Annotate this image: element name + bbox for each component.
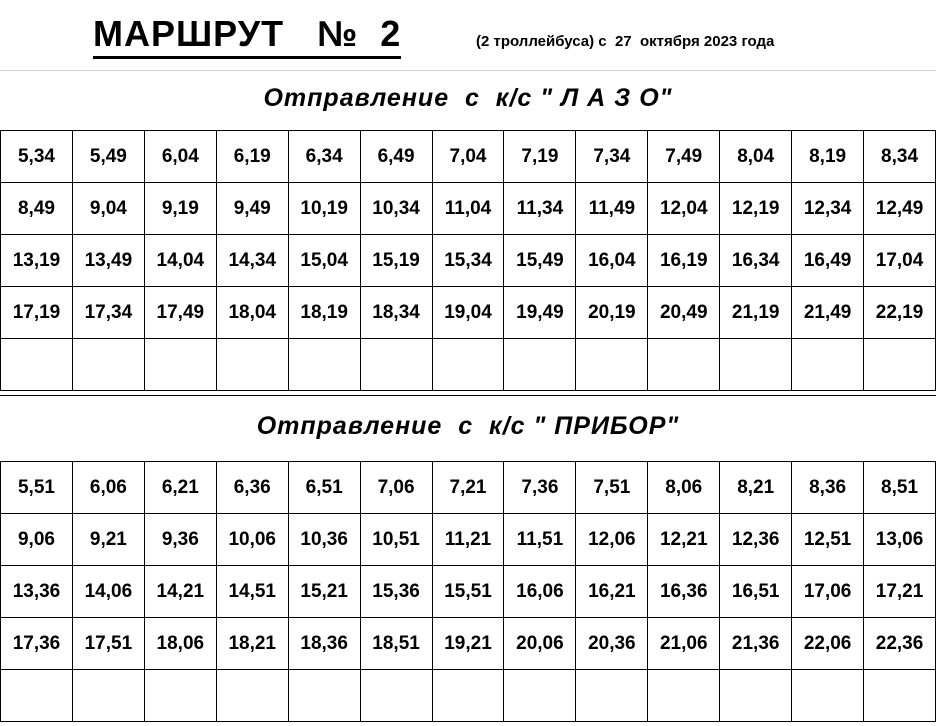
departure-time-cell bbox=[288, 670, 360, 722]
departure-time-cell: 17,06 bbox=[792, 566, 864, 618]
departure-time-cell: 14,06 bbox=[72, 566, 144, 618]
departure-time-cell: 16,36 bbox=[648, 566, 720, 618]
departure-time-cell: 16,06 bbox=[504, 566, 576, 618]
departure-time-cell bbox=[1, 339, 73, 391]
departure-time-cell: 7,34 bbox=[576, 131, 648, 183]
departure-time-cell: 6,06 bbox=[72, 462, 144, 514]
departure-time-cell: 14,51 bbox=[216, 566, 288, 618]
departure-time-cell: 11,21 bbox=[432, 514, 504, 566]
departure-time-cell: 8,04 bbox=[720, 131, 792, 183]
departure-time-cell: 11,49 bbox=[576, 183, 648, 235]
departure-time-cell: 6,34 bbox=[288, 131, 360, 183]
departure-time-cell: 13,49 bbox=[72, 235, 144, 287]
departure-time-cell: 20,49 bbox=[648, 287, 720, 339]
departure-time-cell: 7,49 bbox=[648, 131, 720, 183]
departure-time-cell: 21,06 bbox=[648, 618, 720, 670]
section-divider bbox=[0, 395, 936, 396]
departure-time-cell: 17,51 bbox=[72, 618, 144, 670]
table-row bbox=[1, 235, 936, 287]
departure-time-cell: 5,34 bbox=[1, 131, 73, 183]
departure-time-cell: 17,04 bbox=[864, 235, 936, 287]
timetable-pribor bbox=[0, 461, 936, 722]
table-row bbox=[1, 183, 936, 235]
departure-time-cell: 8,06 bbox=[648, 462, 720, 514]
table-row bbox=[1, 514, 936, 566]
timetable-lazo bbox=[0, 130, 936, 391]
departure-time-cell bbox=[360, 339, 432, 391]
departure-time-cell: 22,06 bbox=[792, 618, 864, 670]
departure-time-cell: 12,36 bbox=[720, 514, 792, 566]
departure-time-cell: 15,51 bbox=[432, 566, 504, 618]
departure-time-cell bbox=[432, 670, 504, 722]
departure-time-cell: 17,21 bbox=[864, 566, 936, 618]
departure-time-cell: 16,49 bbox=[792, 235, 864, 287]
section-title-lazo: Отправление с к/с " Л А З О" bbox=[263, 84, 673, 112]
departure-time-cell: 17,36 bbox=[1, 618, 73, 670]
departure-time-cell: 16,21 bbox=[576, 566, 648, 618]
departure-time-cell bbox=[864, 339, 936, 391]
departure-time-cell: 9,06 bbox=[1, 514, 73, 566]
departure-time-cell bbox=[864, 670, 936, 722]
section-title-pribor: Отправление с к/с " ПРИБОР" bbox=[256, 412, 680, 440]
departure-time-cell: 11,34 bbox=[504, 183, 576, 235]
departure-time-cell: 16,51 bbox=[720, 566, 792, 618]
departure-time-cell: 8,36 bbox=[792, 462, 864, 514]
table-row bbox=[1, 618, 936, 670]
departure-time-cell: 6,51 bbox=[288, 462, 360, 514]
departure-time-cell: 18,19 bbox=[288, 287, 360, 339]
departure-time-cell: 15,34 bbox=[432, 235, 504, 287]
departure-time-cell: 7,51 bbox=[576, 462, 648, 514]
departure-time-cell: 18,04 bbox=[216, 287, 288, 339]
departure-time-cell bbox=[144, 339, 216, 391]
departure-time-cell: 16,04 bbox=[576, 235, 648, 287]
departure-time-cell: 9,19 bbox=[144, 183, 216, 235]
departure-time-cell: 10,51 bbox=[360, 514, 432, 566]
departure-time-cell: 17,34 bbox=[72, 287, 144, 339]
departure-time-cell: 9,49 bbox=[216, 183, 288, 235]
departure-time-cell: 9,36 bbox=[144, 514, 216, 566]
departure-time-cell bbox=[216, 670, 288, 722]
departure-time-cell bbox=[288, 339, 360, 391]
timetable-lazo-body bbox=[1, 131, 936, 391]
departure-time-cell: 8,51 bbox=[864, 462, 936, 514]
departure-time-cell bbox=[504, 670, 576, 722]
departure-time-cell: 6,21 bbox=[144, 462, 216, 514]
departure-time-cell: 7,19 bbox=[504, 131, 576, 183]
timetable-pribor-body bbox=[1, 462, 936, 722]
departure-time-cell: 13,19 bbox=[1, 235, 73, 287]
departure-time-cell bbox=[576, 670, 648, 722]
departure-time-cell: 12,34 bbox=[792, 183, 864, 235]
departure-time-cell: 5,49 bbox=[72, 131, 144, 183]
departure-time-cell bbox=[648, 339, 720, 391]
departure-time-cell: 21,19 bbox=[720, 287, 792, 339]
departure-time-cell: 19,49 bbox=[504, 287, 576, 339]
departure-time-cell: 19,21 bbox=[432, 618, 504, 670]
table-row bbox=[1, 339, 936, 391]
departure-time-cell: 12,21 bbox=[648, 514, 720, 566]
departure-time-cell: 15,04 bbox=[288, 235, 360, 287]
departure-time-cell bbox=[72, 670, 144, 722]
departure-time-cell: 6,04 bbox=[144, 131, 216, 183]
departure-time-cell: 17,49 bbox=[144, 287, 216, 339]
departure-time-cell: 6,19 bbox=[216, 131, 288, 183]
departure-time-cell: 18,34 bbox=[360, 287, 432, 339]
departure-time-cell: 18,06 bbox=[144, 618, 216, 670]
departure-time-cell: 10,36 bbox=[288, 514, 360, 566]
departure-time-cell bbox=[648, 670, 720, 722]
departure-time-cell bbox=[1, 670, 73, 722]
departure-time-cell: 6,36 bbox=[216, 462, 288, 514]
departure-time-cell: 16,34 bbox=[720, 235, 792, 287]
departure-time-cell: 12,19 bbox=[720, 183, 792, 235]
departure-time-cell: 19,04 bbox=[432, 287, 504, 339]
departure-time-cell: 21,49 bbox=[792, 287, 864, 339]
table-row bbox=[1, 462, 936, 514]
departure-time-cell: 6,49 bbox=[360, 131, 432, 183]
route-subtitle: (2 троллейбуса) с 27 октября 2023 года bbox=[476, 33, 775, 50]
departure-time-cell: 14,34 bbox=[216, 235, 288, 287]
departure-time-cell: 8,49 bbox=[1, 183, 73, 235]
departure-time-cell: 10,34 bbox=[360, 183, 432, 235]
departure-time-cell: 14,21 bbox=[144, 566, 216, 618]
departure-time-cell: 12,49 bbox=[864, 183, 936, 235]
departure-time-cell: 8,21 bbox=[720, 462, 792, 514]
departure-time-cell: 7,06 bbox=[360, 462, 432, 514]
departure-time-cell: 5,51 bbox=[1, 462, 73, 514]
departure-time-cell: 21,36 bbox=[720, 618, 792, 670]
departure-time-cell: 18,21 bbox=[216, 618, 288, 670]
departure-time-cell: 15,19 bbox=[360, 235, 432, 287]
departure-time-cell: 15,21 bbox=[288, 566, 360, 618]
schedule-header bbox=[0, 0, 936, 70]
departure-time-cell: 9,04 bbox=[72, 183, 144, 235]
departure-time-cell bbox=[504, 339, 576, 391]
departure-time-cell bbox=[720, 339, 792, 391]
departure-time-cell: 8,19 bbox=[792, 131, 864, 183]
departure-time-cell: 16,19 bbox=[648, 235, 720, 287]
departure-time-cell: 12,04 bbox=[648, 183, 720, 235]
departure-time-cell: 10,06 bbox=[216, 514, 288, 566]
departure-time-cell bbox=[72, 339, 144, 391]
departure-time-cell bbox=[792, 339, 864, 391]
departure-time-cell: 7,21 bbox=[432, 462, 504, 514]
departure-time-cell: 12,51 bbox=[792, 514, 864, 566]
departure-time-cell: 12,06 bbox=[576, 514, 648, 566]
departure-time-cell bbox=[144, 670, 216, 722]
table-row bbox=[1, 566, 936, 618]
departure-time-cell bbox=[576, 339, 648, 391]
departure-time-cell: 13,06 bbox=[864, 514, 936, 566]
departure-time-cell bbox=[720, 670, 792, 722]
departure-time-cell: 15,36 bbox=[360, 566, 432, 618]
table-row bbox=[1, 131, 936, 183]
departure-time-cell: 17,19 bbox=[1, 287, 73, 339]
departure-time-cell: 10,19 bbox=[288, 183, 360, 235]
route-title: МАРШРУТ № 2 bbox=[93, 12, 401, 59]
departure-time-cell: 20,36 bbox=[576, 618, 648, 670]
departure-time-cell bbox=[216, 339, 288, 391]
departure-time-cell: 18,36 bbox=[288, 618, 360, 670]
departure-time-cell: 13,36 bbox=[1, 566, 73, 618]
departure-time-cell: 20,06 bbox=[504, 618, 576, 670]
departure-time-cell bbox=[432, 339, 504, 391]
table-row bbox=[1, 670, 936, 722]
departure-time-cell: 14,04 bbox=[144, 235, 216, 287]
departure-time-cell bbox=[360, 670, 432, 722]
departure-time-cell: 20,19 bbox=[576, 287, 648, 339]
table-row bbox=[1, 287, 936, 339]
departure-time-cell: 22,36 bbox=[864, 618, 936, 670]
departure-time-cell: 11,04 bbox=[432, 183, 504, 235]
departure-time-cell: 15,49 bbox=[504, 235, 576, 287]
departure-time-cell: 8,34 bbox=[864, 131, 936, 183]
header-divider bbox=[0, 70, 936, 71]
departure-time-cell: 22,19 bbox=[864, 287, 936, 339]
departure-time-cell: 18,51 bbox=[360, 618, 432, 670]
departure-time-cell: 11,51 bbox=[504, 514, 576, 566]
departure-time-cell bbox=[792, 670, 864, 722]
departure-time-cell: 7,04 bbox=[432, 131, 504, 183]
departure-time-cell: 9,21 bbox=[72, 514, 144, 566]
departure-time-cell: 7,36 bbox=[504, 462, 576, 514]
